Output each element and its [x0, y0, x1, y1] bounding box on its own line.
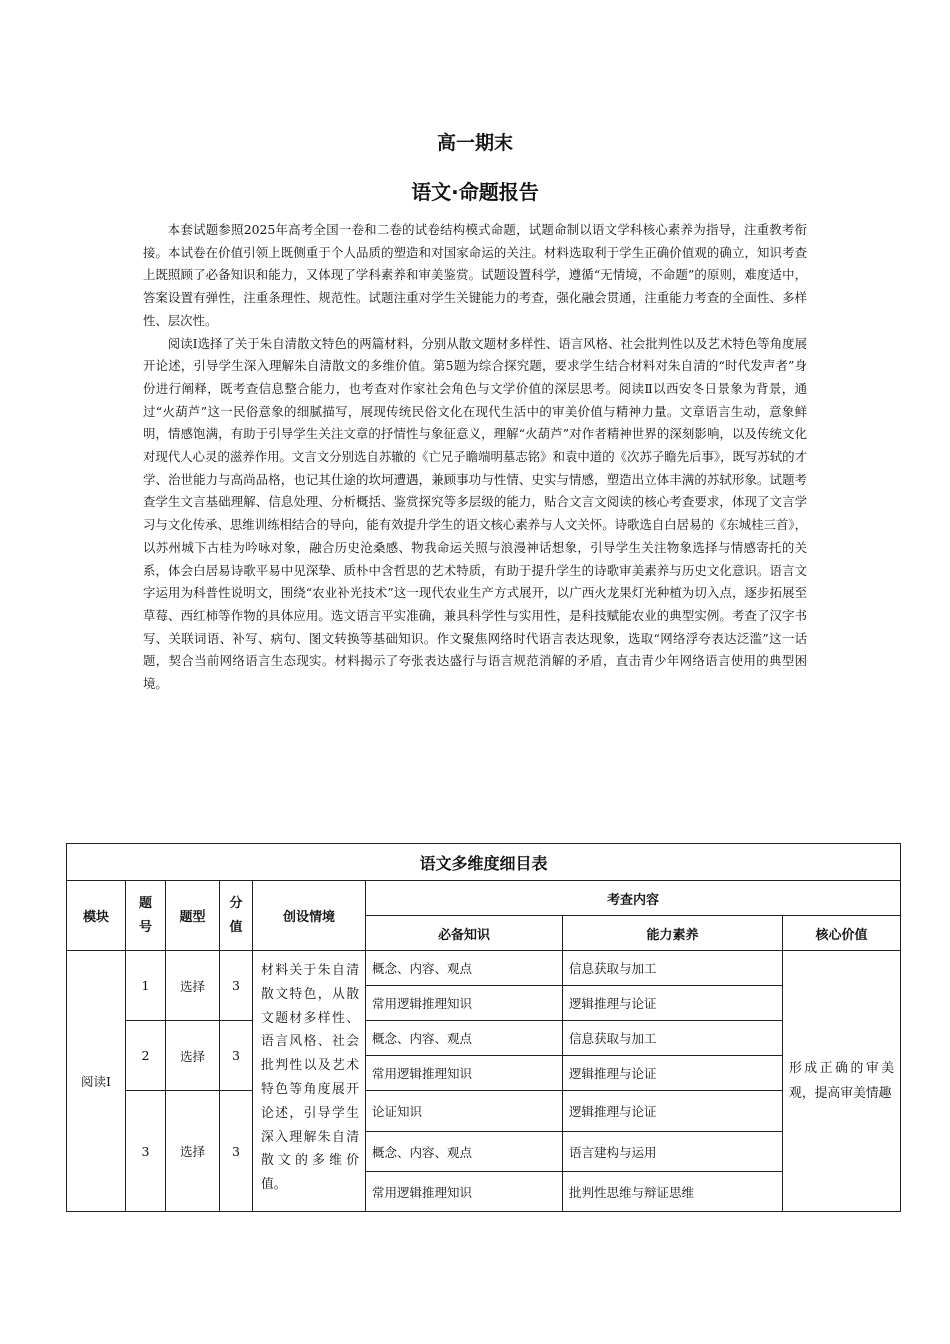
question-number: 3 — [126, 1091, 166, 1212]
table-row — [67, 1021, 901, 1056]
question-score: 3 — [220, 1091, 253, 1212]
header-ability: 能力素养 — [563, 916, 783, 951]
knowledge-cell: 论证知识 — [366, 1091, 563, 1132]
report-subtitle: 语文·命题报告 — [411, 180, 539, 204]
table-caption: 语文多维度细目表 — [67, 844, 901, 881]
question-type: 选择 — [166, 1021, 220, 1091]
knowledge-cell: 常用逻辑推理知识 — [366, 1172, 563, 1212]
table-row — [67, 951, 901, 986]
report-paragraph: 阅读Ⅰ选择了关于朱自清散文特色的两篇材料，分别从散文题材多样性、语言风格、社会批判性以及艺术特色等角度展开论述，引导学生深入理解朱自清散文的多维价值。第5题为综合探究题，要求学生结合材料对朱自清的“时代发声者”身份进行阐释，既考查信息整合能力，也考查对作家社会角色与文学价值的深层思考。阅读Ⅱ以西安冬日景象为背景，通过“火葫芦”这一民俗意象的细腻描写，展现传统民俗文化在现代生活中的审美价值与精神力量。文章语言生动，意象鲜明，情感饱满，有助于引导学生关注文章的抒情性与象征意义，理解“火葫芦”对作者精神世界的深刻影响，以及传统文化对现代人心灵的滋养作用。文言文分别选自苏辙的《亡兄子瞻端明墓志铭》和袁中道的《次苏子瞻先后事》，既写苏轼的才学、治世能力与高尚品格，也记其仕途的坎坷遭遇，兼顾事功与性情、史实与情感，塑造出立体丰满的苏轼形象。试题考查学生文言基础理解、信息处理、分析概括、鉴赏探究等多层级的能力，贴合文言文阅读的核心考查要求，体现了文言学习与文化传承、思维训练相结合的导向，能有效提升学生的语文核心素养与人文关怀。诗歌选自白居易的《东城桂三首》，以苏州城下古桂为吟咏对象，融合历史沧桑感、物我命运关照与浪漫神话想象，引导学生关注物象选择与情感寄托的关系，体会白居易诗歌平易中见深挚、质朴中含哲思的艺术特质，有助于提升学生的诗歌审美素养与历史文化意识。语言文字运用为科普性说明文，围绕“农业补光技术”这一现代农业生产方式展开，以广西火龙果灯光种植为切入点，逐步拓展至草莓、西红柿等作物的具体应用。选文语言平实准确，兼具科学性与实用性，是科技赋能农业的典型实例。考查了汉字书写、关联词语、补写、病句、图文转换等基础知识。作文聚焦网络时代语言表达现象，选取“网络浮夸表达泛滥”这一话题，契合当前网络语言生态现实。材料揭示了夸张表达盛行与语言规范消解的矛盾，直击青少年网络语言使用的典型困境。 — [143, 335, 807, 692]
header-score: 分值 — [220, 881, 253, 951]
knowledge-cell: 常用逻辑推理知识 — [366, 986, 563, 1021]
header-type: 题型 — [166, 881, 220, 951]
question-type: 选择 — [166, 1091, 220, 1212]
question-number: 2 — [126, 1021, 166, 1091]
report-paragraph: 本套试题参照2025年高考全国一卷和二卷的试卷结构模式命题，试题命制以语文学科核心素养为指导，注重教考衔接。本试卷在价值引领上既侧重于个人品质的塑造和对国家命运的关注。材料选取利于学生正确价值观的确立，知识考查上既照顾了必备知识和能力，又体现了学科素养和审美鉴赏。试题设置科学，遵循“无情境，不命题”的原则，难度适中，答案设置有弹性，注重条理性、规范性。试题注重对学生关键能力的考查，强化融会贯通，注重能力考查的全面性、多样性、层次性。 — [143, 222, 807, 328]
question-score: 3 — [220, 951, 253, 1021]
scenario-cell: 材料关于朱自清散文特色，从散文题材多样性、语言风格、社会批判性以及艺术特色等角度展开论述，引导学生深入理解朱自清散文的多维价值。 — [253, 951, 366, 1212]
header-scenario: 创设情境 — [253, 881, 366, 951]
ability-cell: 逻辑推理与论证 — [563, 986, 783, 1021]
core-value-cell: 形成正确的审美观，提高审美情趣 — [783, 951, 901, 1212]
ability-cell: 批判性思维与辩证思维 — [563, 1172, 783, 1212]
header-knowledge: 必备知识 — [366, 916, 563, 951]
header-value: 核心价值 — [783, 916, 901, 951]
knowledge-cell: 概念、内容、观点 — [366, 951, 563, 986]
knowledge-cell: 概念、内容、观点 — [366, 1132, 563, 1172]
ability-cell: 信息获取与加工 — [563, 1021, 783, 1056]
report-body — [143, 219, 807, 696]
page-title: 高一期末 — [436, 132, 513, 154]
question-number: 1 — [126, 951, 166, 1021]
question-score: 3 — [220, 1021, 253, 1091]
detail-table — [66, 843, 901, 1212]
ability-cell: 语言建构与运用 — [563, 1132, 783, 1172]
ability-cell: 信息获取与加工 — [563, 951, 783, 986]
table-row — [67, 1091, 901, 1132]
knowledge-cell: 常用逻辑推理知识 — [366, 1056, 563, 1091]
header-content: 考查内容 — [366, 881, 901, 916]
ability-cell: 逻辑推理与论证 — [563, 1056, 783, 1091]
knowledge-cell: 概念、内容、观点 — [366, 1021, 563, 1056]
module-cell: 阅读Ⅰ — [67, 951, 126, 1212]
question-type: 选择 — [166, 951, 220, 1021]
ability-cell: 逻辑推理与论证 — [563, 1091, 783, 1132]
header-number: 题号 — [126, 881, 166, 951]
header-module: 模块 — [67, 881, 126, 951]
